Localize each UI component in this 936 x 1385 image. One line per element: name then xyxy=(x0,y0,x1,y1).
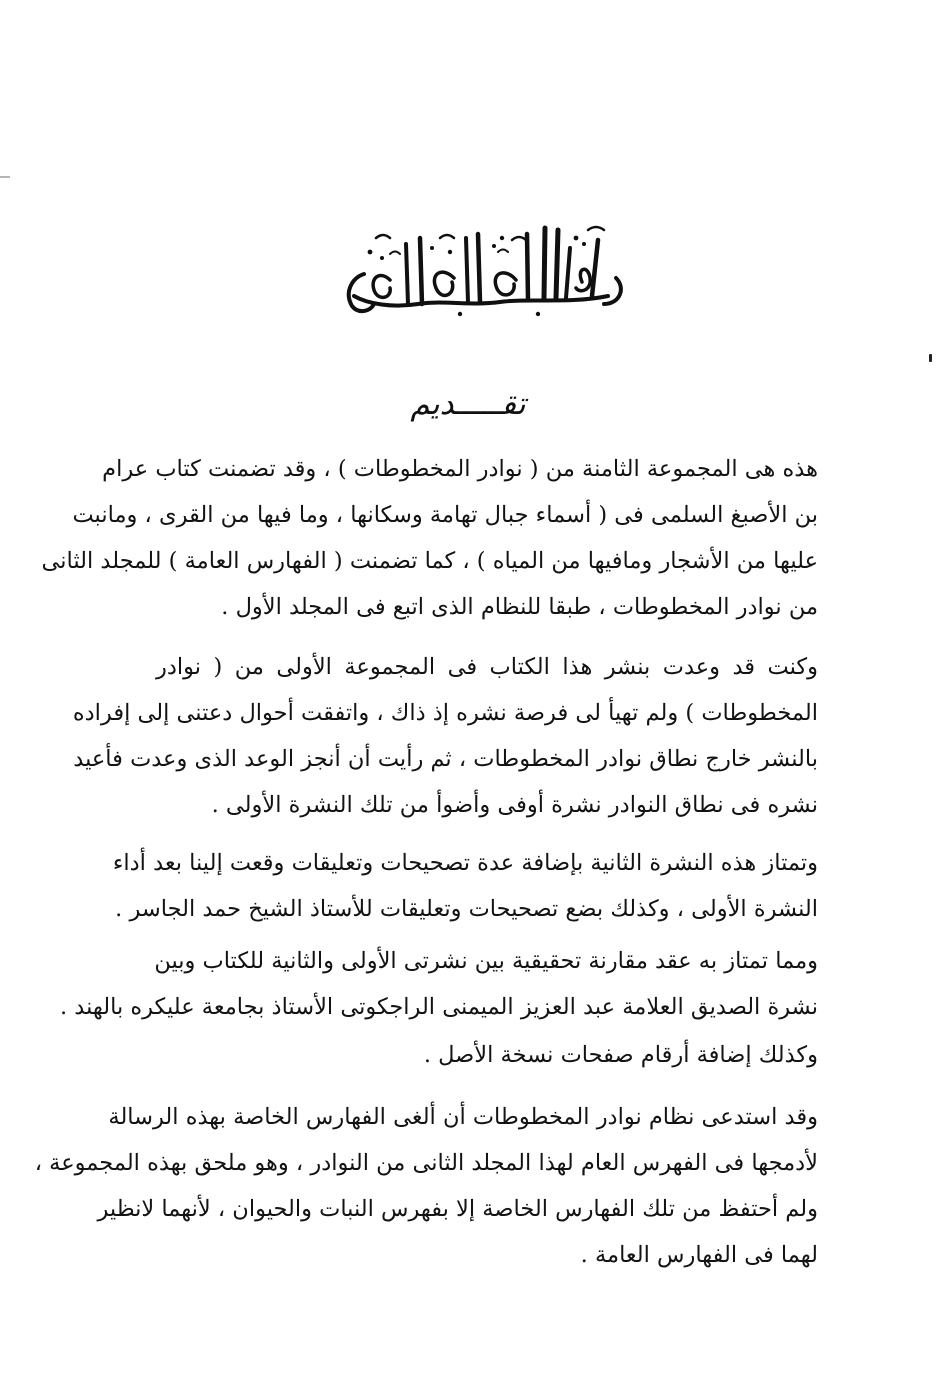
text-line: هذه هى المجموعة الثامنة من ( نوادر المخطوطات ) ، وقد تضمنت كتاب عرام xyxy=(102,456,818,482)
scan-edge-mark xyxy=(0,176,10,178)
text-line: نشره فى نطاق النوادر نشرة أوفى وأضوأ من تلك النشرة الأولى . xyxy=(211,792,818,818)
introduction-body xyxy=(34,446,818,1278)
text-line: وكنت قد وعدت بنشر هذا الكتاب فى المجموعة الأولى من ( نوادر xyxy=(156,654,818,680)
paragraph-2 xyxy=(72,644,818,828)
paragraph-1 xyxy=(41,446,818,630)
text-line: وتمتاز هذه النشرة الثانية بإضافة عدة تصحيحات وتعليقات وقعت إلينا بعد أداء xyxy=(112,850,818,876)
text-line: وكذلك إضافة أرقام صفحات نسخة الأصل . xyxy=(423,1042,818,1068)
text-line: عليها من الأشجار ومافيها من المياه ) ، كما تضمنت ( الفهارس العامة ) للمجلد الثانى xyxy=(41,548,818,574)
text-line: ومما تمتاز به عقد مقارنة تحقيقية بين نشرتى الأولى والثانية للكتاب وبين xyxy=(154,948,818,974)
page-heading: تقـــــديم xyxy=(410,386,526,422)
text-line: المخطوطات ) ولم تهيأ لى فرصة نشره إذ ذاك ، واتفقت أحوال دعتنى إلى إفراده xyxy=(72,700,818,726)
text-line: لأدمجها فى الفهرس العام لهذا المجلد الثانى من النوادر ، وهو ملحق بهذه المجموعة ، xyxy=(34,1150,818,1176)
basmala-calligraphy xyxy=(330,208,630,320)
paragraph-5 xyxy=(156,1032,818,1078)
text-line: لهما فى الفهارس العامة . xyxy=(580,1242,818,1268)
text-line: ولم أحتفظ من تلك الفهارس الخاصة إلا بفهرس النبات والحيوان ، لأنهما لانظير xyxy=(97,1196,818,1222)
scan-speck xyxy=(929,354,932,362)
text-line: نشرة الصديق العلامة عبد العزيز الميمنى الراجكوتى الأستاذ بجامعة عليكره بالهند . xyxy=(59,994,818,1020)
text-line: من نوادر المخطوطات ، طبقا للنظام الذى اتبع فى المجلد الأول . xyxy=(221,594,818,620)
text-line: بالنشر خارج نطاق نوادر المخطوطات ، ثم رأيت أن أنجز الوعد الذى وعدت فأعيد xyxy=(73,746,818,772)
text-line: بن الأصبغ السلمى فى ( أسماء جبال تهامة وسكانها ، وما فيها من القرى ، ومانبت xyxy=(72,502,818,528)
paragraph-6 xyxy=(34,1094,818,1278)
paragraph-4 xyxy=(59,938,818,1030)
text-line: النشرة الأولى ، وكذلك بضع تصحيحات وتعليقات للأستاذ الشيخ حمد الجاسر . xyxy=(115,896,818,922)
paragraph-3 xyxy=(112,840,818,932)
text-line: وقد استدعى نظام نوادر المخطوطات أن ألغى الفهارس الخاصة بهذه الرسالة xyxy=(108,1104,818,1130)
